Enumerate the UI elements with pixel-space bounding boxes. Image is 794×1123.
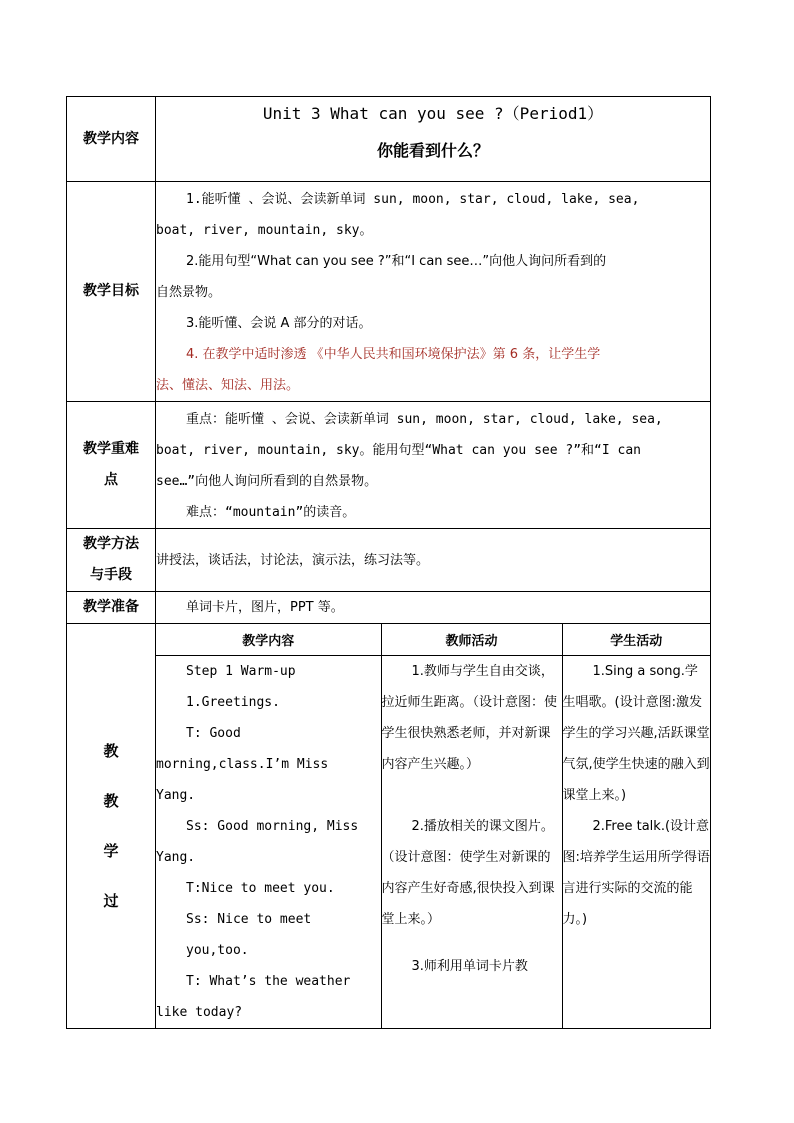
content-line: Ss: Good morning, Miss (186, 819, 359, 834)
student-activity-1: 1.Sing a song.学生唱歌。(设计意图:激发学生的学习兴趣,活跃课堂气氛,使学生快速的融入到课堂上来。) (562, 664, 710, 803)
label-key-points-a: 教学重难 (83, 441, 139, 457)
teacher-activity-1: 1.教师与学生自由交谈，拉近师生距离。（设计意图：使学生很快熟悉老师，并对新课内容产生兴趣。） (381, 664, 558, 772)
content-line: like today? (156, 1005, 243, 1020)
header-student: 学生活动 (562, 624, 710, 656)
content-line: Yang. (156, 788, 196, 803)
label-methods-b: 与手段 (90, 567, 132, 583)
preparation-value: 单词卡片，图片，PPT 等。 (186, 600, 344, 615)
content-line: Yang. (156, 850, 196, 865)
process-table (156, 624, 710, 1028)
label-process (67, 624, 156, 1029)
row-objectives (67, 182, 711, 402)
content-line: T: Good (186, 726, 241, 741)
content-line: morning,class.I’m Miss (156, 757, 329, 772)
lesson-title (156, 97, 711, 182)
process-char-2: 教 (103, 792, 119, 810)
objective-4-cont: 法、懂法、知法、用法。 (156, 378, 300, 393)
preparation-text (156, 592, 711, 624)
lesson-plan-table (66, 96, 711, 1029)
process-char-4: 过 (103, 892, 119, 910)
label-key-points (67, 402, 156, 529)
key-point-line-3: see…”向他人询问所看到的自然景物。 (156, 474, 378, 489)
objective-2: 2.能用句型“What can you see ?”和“I can see…”向他人询问所看到的 (186, 254, 607, 269)
header-teacher: 教师活动 (381, 624, 562, 656)
label-objectives: 教学目标 (67, 182, 156, 402)
process-char-1: 教 (103, 742, 119, 760)
row-process (67, 624, 711, 1029)
label-key-points-b: 点 (104, 472, 118, 488)
teacher-activity-2: 2.播放相关的课文图片。（设计意图：使学生对新课的内容产生好奇感,很快投入到课堂上来。） (381, 819, 555, 927)
label-methods (67, 529, 156, 592)
difficult-point: 难点：“mountain”的读音。 (186, 505, 356, 520)
content-line: 1.Greetings. (186, 695, 280, 710)
key-points-text (156, 402, 711, 529)
label-content: 教学内容 (67, 97, 156, 182)
objective-3: 3.能听懂、会说 A 部分的对话。 (186, 316, 372, 331)
objective-1-cont: boat, river, mountain, sky。 (156, 223, 373, 238)
lesson-title-en: Unit 3 What can you see ?（Period1） (262, 104, 604, 123)
methods-value: 讲授法，谈话法，讨论法，演示法，练习法等。 (156, 552, 430, 568)
row-content (67, 97, 711, 182)
label-preparation: 教学准备 (67, 592, 156, 624)
content-line: Step 1 Warm-up (186, 664, 296, 679)
row-methods (67, 529, 711, 592)
label-methods-a: 教学方法 (83, 536, 139, 552)
objectives-text (156, 182, 711, 402)
teacher-activity-3: 3.师利用单词卡片教 (411, 959, 528, 974)
objective-4: 4. 在教学中适时渗透 《中华人民共和国环境保护法》第 6 条，让学生学 (186, 347, 601, 362)
lesson-title-cn: 你能看到什么？ (376, 141, 489, 160)
process-char-3: 学 (103, 842, 119, 860)
content-line: T: What’s the weather (186, 974, 351, 989)
content-column (156, 656, 381, 1029)
student-column (562, 656, 710, 1029)
key-point-line-1: 重点：能听懂 、会说、会读新单词 sun, moon, star, cloud, lake, sea, (186, 412, 663, 427)
methods-text (156, 529, 711, 592)
objective-2-cont: 自然景物。 (156, 285, 222, 300)
process-header-row (156, 624, 710, 656)
content-line: T:Nice to meet you. (186, 881, 335, 896)
header-content: 教学内容 (156, 624, 381, 656)
key-point-line-2: boat, river, mountain, sky。能用句型“What can you see ?”和“I can (156, 443, 641, 458)
process-cell (156, 624, 711, 1029)
row-key-points (67, 402, 711, 529)
row-preparation (67, 592, 711, 624)
objective-1: 1.能听懂 、会说、会读新单词 sun, moon, star, cloud, lake, sea, (186, 192, 640, 207)
teacher-column (381, 656, 562, 1029)
content-line: Ss: Nice to meet you,too. (186, 912, 312, 958)
student-activity-2: 2.Free talk.(设计意图:培养学生运用所学得语言进行实际的交流的能力。) (562, 819, 710, 927)
process-body-row (156, 656, 710, 1029)
